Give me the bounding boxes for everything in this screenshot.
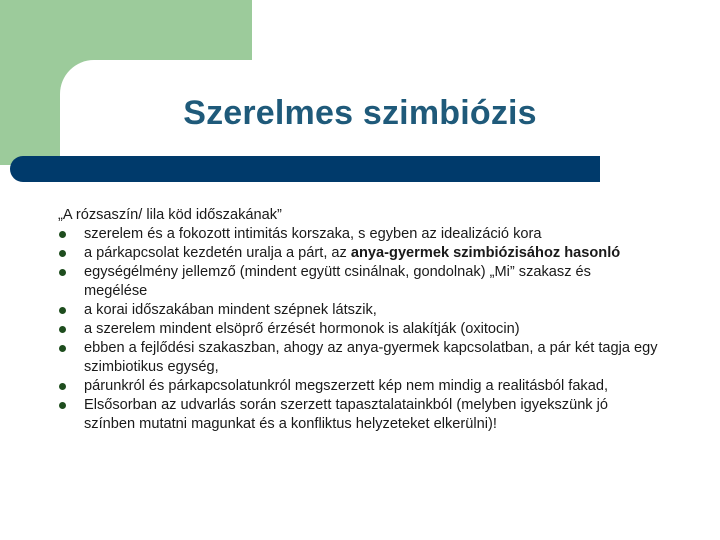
slide-title-text: Szerelmes szimbiózis: [183, 94, 537, 132]
bullet-list: [58, 225, 658, 434]
bullet-text: szerelem és a fokozott intimitás korszaka, s egyben az idealizáció kora: [84, 226, 542, 242]
bullet-text: egységélmény jellemző (mindent együtt csinálnak, gondolnak) „Mi” szakasz és megélése: [84, 264, 591, 299]
bullet-item-7: [58, 377, 658, 396]
bullet-icon: [59, 269, 66, 276]
title-underline-bar: [10, 156, 600, 182]
bullet-item-2: [58, 244, 658, 263]
bullet-icon: [59, 326, 66, 333]
bullet-icon: [59, 307, 66, 314]
bullet-item-5: [58, 320, 658, 339]
bullet-text: Elsősorban az udvarlás során szerzett tapasztalatainkból (melyben igyekszünk jó színben mutatni magunkat és a konfliktus helyzeteket elkerülni)!: [84, 397, 609, 432]
bullet-item-8: [58, 396, 658, 434]
bullet-text: párunkról és párkapcsolatunkról megszerzett kép nem mindig a realitásból fakad,: [84, 378, 609, 394]
slide-body: [58, 206, 658, 434]
bullet-item-1: [58, 225, 658, 244]
bullet-text: ebben a fejlődési szakaszban, ahogy az anya-gyermek kapcsolatban, a pár két tagja egy szimbiotikus egység,: [84, 340, 658, 375]
intro-text: „A rózsaszín/ lila köd időszakának”: [58, 207, 282, 223]
bullet-icon: [59, 383, 66, 390]
bullet-bold-text: anya-gyermek szimbiózisához hasonló: [350, 245, 621, 261]
bullet-icon: [59, 250, 66, 257]
bullet-icon: [59, 402, 66, 409]
bullet-item-4: [58, 301, 658, 320]
slide-title: [0, 94, 720, 133]
bullet-text: a korai időszakában mindent szépnek látszik,: [84, 302, 377, 318]
bullet-item-3: [58, 263, 658, 301]
bullet-item-6: [58, 339, 658, 377]
bullet-icon: [59, 231, 66, 238]
bullet-icon: [59, 345, 66, 352]
bullet-text: a szerelem mindent elsöprő érzését hormonok is alakítják (oxitocin): [84, 321, 520, 337]
bullet-text: a párkapcsolat kezdetén uralja a párt, az: [84, 245, 351, 261]
